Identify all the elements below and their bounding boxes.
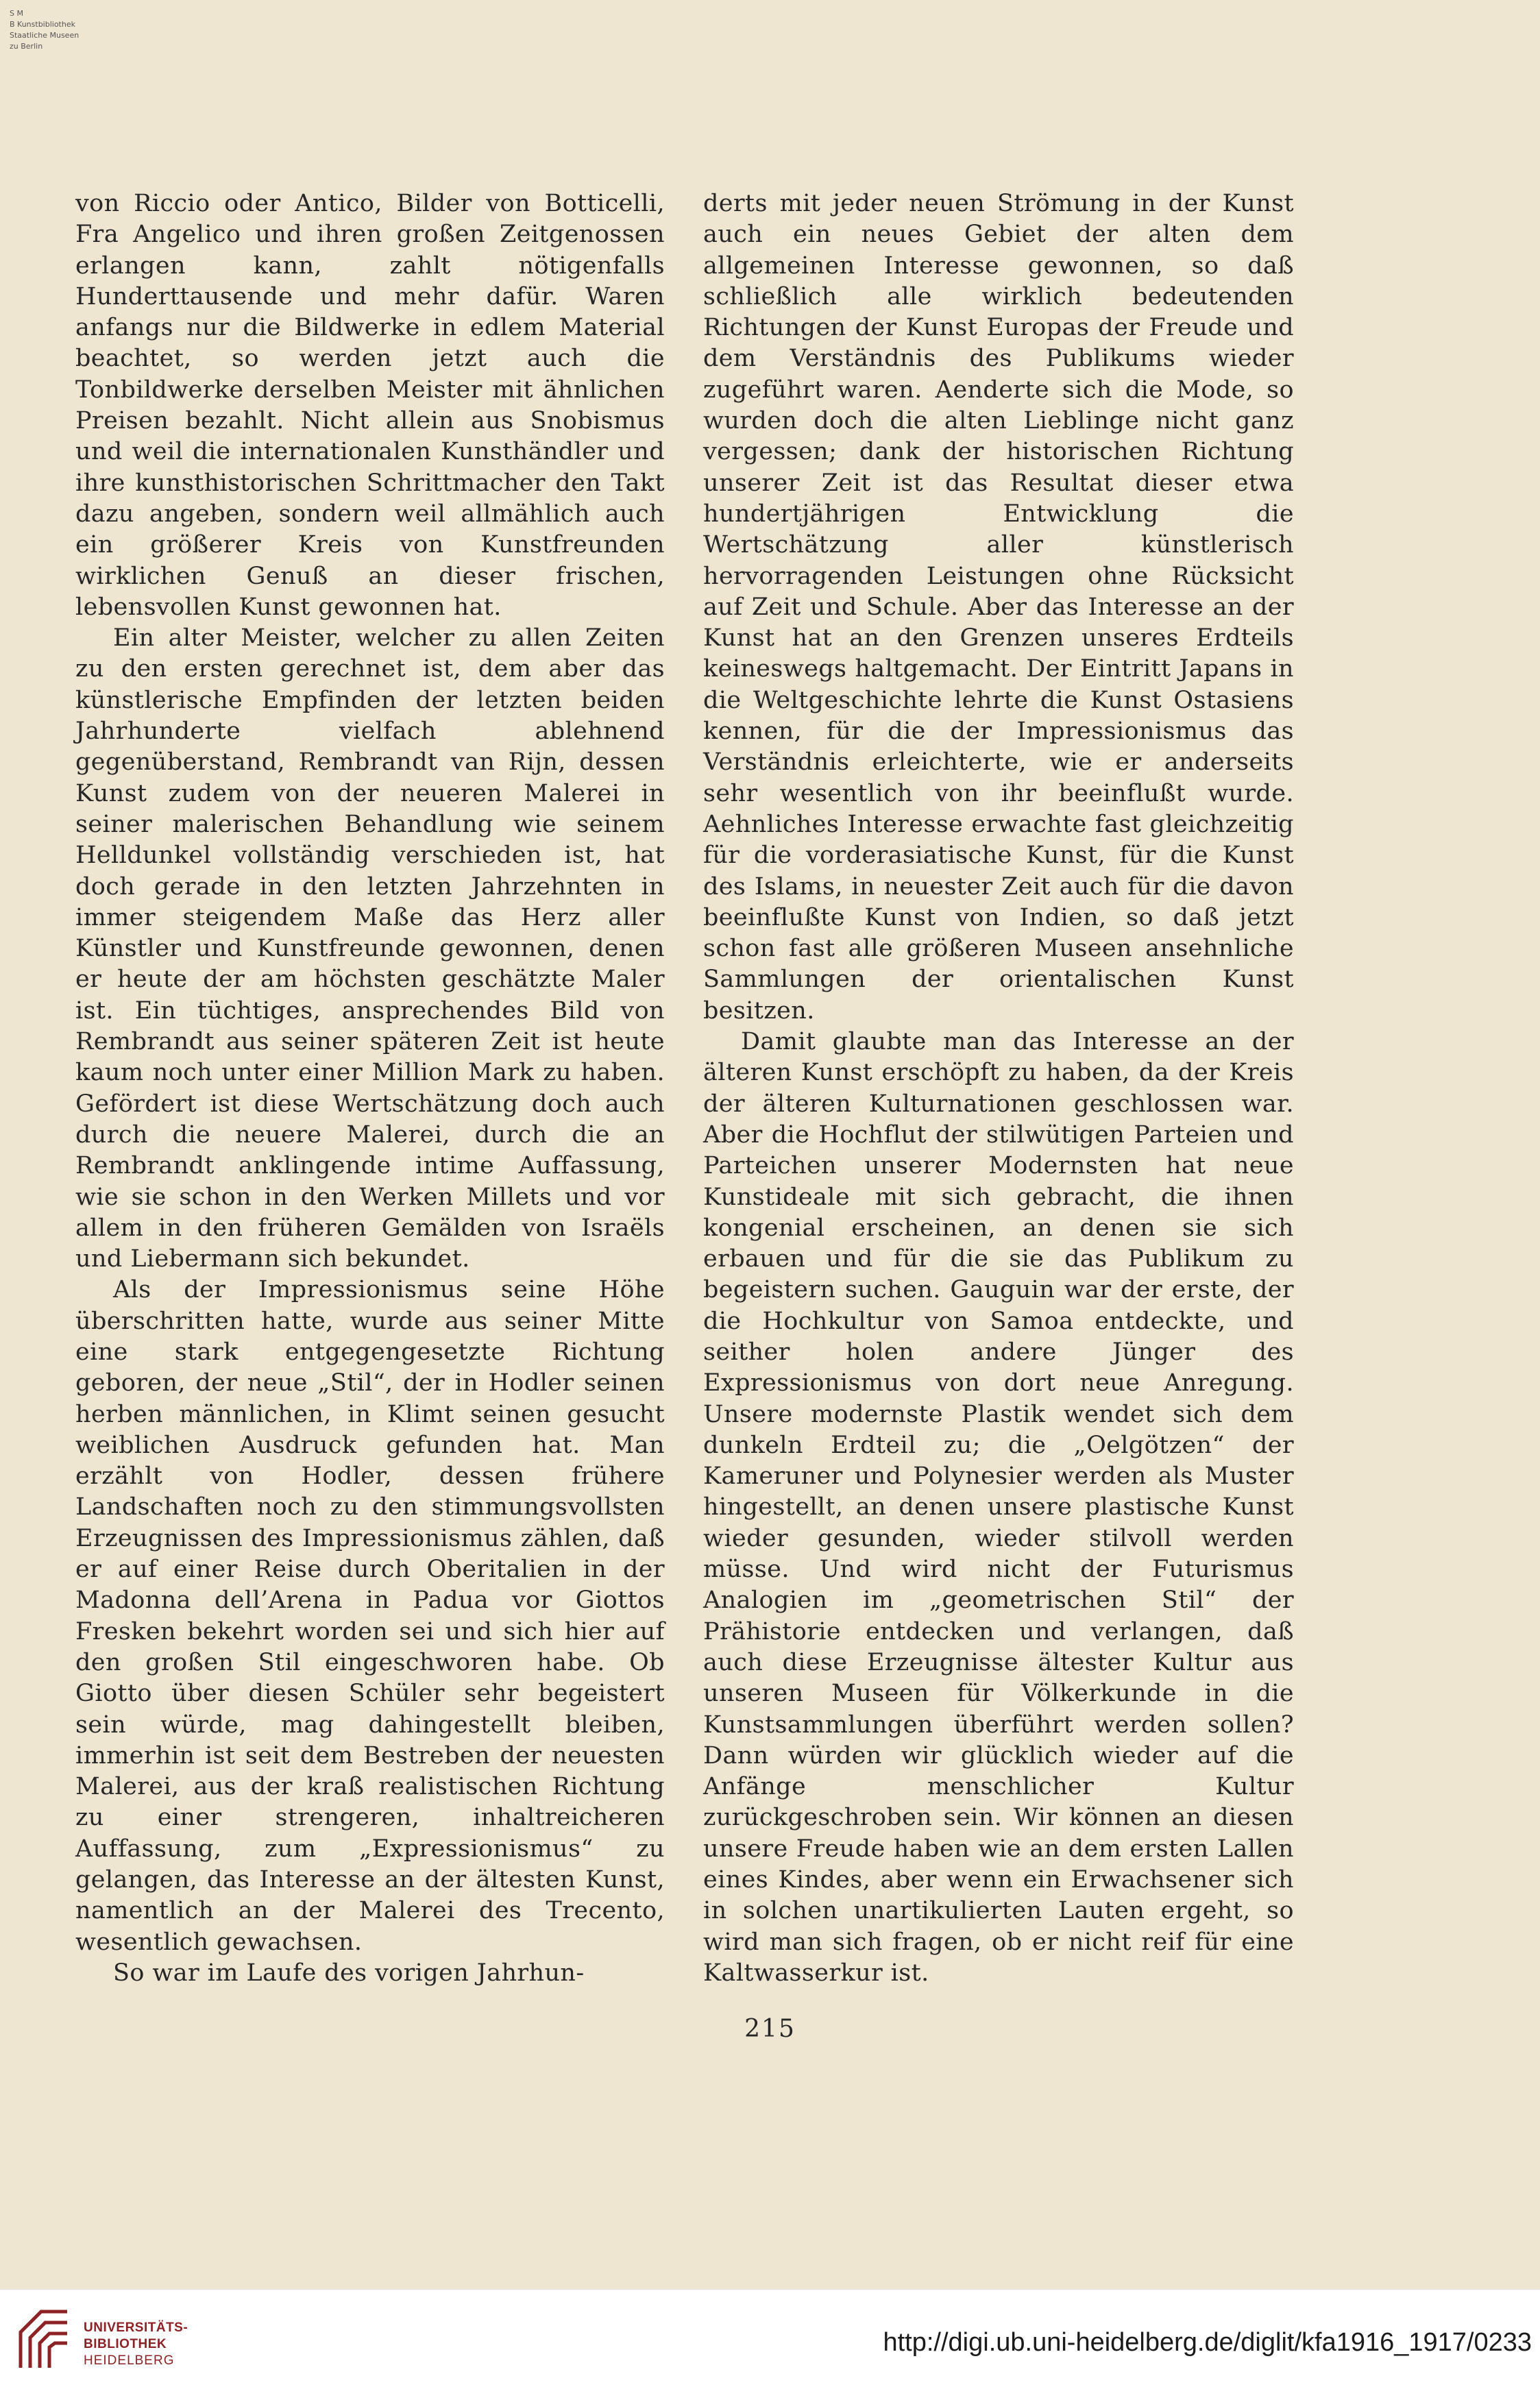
university-library-logo-icon — [14, 2305, 75, 2377]
paragraph: von Riccio oder Antico, Bilder von Botticelli, Fra Angelico und ihren großen Zeitgenossen erlangen kann, zahlt nötigenfalls Hunderttausende und mehr dafür. Waren anfangs nur die Bildwerke in edlem Material beachtet, so werden jetzt auch die Tonbildwerke derselben Meister mit ähnlichen Preisen bezahlt. Nicht allein aus Snobismus und weil die internationalen Kunsthändler und ihre kunsthistorischen Schrittmacher den Takt dazu angeben, sondern weil allmählich auch ein größerer Kreis von Kunstfreunden wirklichen Genuß an dieser frischen, lebensvollen Kunst gewonnen hat. — [75, 190, 665, 621]
paragraph: Damit glaubte man das Interesse an der älteren Kunst erschöpft zu haben, da der Kreis der älteren Kulturnationen geschlossen war. Aber die Hochflut der stilwütigen Parteien und Parteichen unserer Modernsten hat neue Kunstideale mit sich gebracht, die ihnen kongenial erscheinen, an denen sie sich erbauen und für die sie das Publikum zu begeistern suchen. Gauguin war der erste, der die Hochkultur von Samoa entdeckte, und seither holen andere Jünger des Expressionismus von dort neue Anregung. Unsere modernste Plastik wendet sich dem dunkeln Erdteil zu; die „Oelgötzen“ der Kameruner und Polynesier werden als Muster hingestellt, an denen unsere plastische Kunst wieder gesunden, wieder stilvoll werden müsse. Und wird nicht der Futurismus Analogien im „geometrischen Stil“ der Prähistorie entdecken und verlangen, daß auch diese Erzeugnisse ältester Kultur aus unseren Museen für Völkerkunde in die Kunstsammlungen überführt werden sollen? Dann würden wir glücklich wieder auf die Anfänge menschlicher Kultur zurückgeschroben sein. Wir können an diesen unsere Freude haben wie an dem ersten Lallen eines Kindes, aber wenn ein Erwachsener sich in solchen unartikulierten Lauten ergeht, so wird man sich fragen, ob er nicht reif für eine Kaltwasserkur ist. — [703, 1028, 1294, 1987]
paragraph: So war im Laufe des vorigen Jahrhun- — [113, 1959, 585, 1987]
paragraph: Ein alter Meister, welcher zu allen Zeiten zu den ersten gerechnet ist, dem aber das künstlerische Empfinden der letzten beiden Jahrhunderte vielfach ablehnend gegenüberstand, Rembrandt van Rijn, dessen Kunst zudem von der neueren Malerei in seiner malerischen Behandlung wie seinem Helldunkel vollständig verschieden ist, hat doch gerade in den letzten Jahrzehnten in immer steigendem Maße das Herz aller Künstler und Kunstfreunde gewonnen, denen er heute der am höchsten geschätzte Maler ist. Ein tüchtiges, ansprechendes Bild von Rembrandt aus seiner späteren Zeit ist heute kaum noch unter einer Million Mark zu haben. Gefördert ist diese Wertschätzung doch auch durch die neuere Malerei, durch die an Rembrandt anklingende intime Auffassung, wie sie schon in den Werken Millets und vor allem in den früheren Gemälden von Israëls und Liebermann sich bekundet. — [75, 624, 665, 1273]
footer-bar — [0, 2289, 1540, 2400]
left-column — [75, 188, 665, 1989]
document-url-link[interactable]: http://digi.ub.uni-heidelberg.de/diglit/kfa1916_1917/0233 — [883, 2328, 1532, 2357]
page-number: 215 — [744, 2015, 796, 2043]
logo-line: UNIVERSITÄTS- — [84, 2321, 188, 2335]
stamp-line: S M — [10, 9, 23, 18]
stamp-line: zu Berlin — [10, 42, 43, 51]
university-library-name — [84, 2320, 188, 2369]
library-stamp — [10, 8, 79, 52]
paragraph: derts mit jeder neuen Strömung in der Kunst auch ein neues Gebiet der alten dem allgemeinen Interesse gewonnen, so daß schließlich alle wirklich bedeutenden Richtungen der Kunst Europas der Freude und dem Verständnis des Publikums wieder zugeführt waren. Aenderte sich die Mode, so wurden doch die alten Lieblinge nicht ganz vergessen; dank der historischen Richtung unserer Zeit ist das Resultat dieser etwa hundertjährigen Entwicklung die Wertschätzung aller künstlerisch hervorragenden Leistungen ohne Rücksicht auf Zeit und Schule. Aber das Interesse an der Kunst hat an den Grenzen unseres Erdteils keineswegs haltgemacht. Der Eintritt Japans in die Weltgeschichte lehrte die Kunst Ostasiens kennen, für die der Impressionismus das Verständnis erleichterte, wie er anderseits sehr wesentlich von ihr beeinflußt wurde. Aehnliches Interesse erwachte fast gleichzeitig für die vorderasiatische Kunst, für die Kunst des Islams, in neuester Zeit auch für die davon beeinflußte Kunst von Indien, so daß jetzt schon fast alle größeren Museen ansehnliche Sammlungen der orientalischen Kunst besitzen. — [703, 190, 1294, 1025]
logo-line: BIBLIOTHEK — [84, 2337, 167, 2351]
logo-line: HEIDELBERG — [84, 2353, 175, 2368]
stamp-line: Staatliche Museen — [10, 31, 80, 40]
paragraph: Als der Impressionismus seine Höhe überschritten hatte, wurde aus seiner Mitte eine stark entgegengesetzte Richtung geboren, der neue „Stil“, der in Hodler seinen herben männlichen, in Klimt seinen gesucht weiblichen Ausdruck gefunden hat. Man erzählt von Hodler, dessen frühere Landschaften noch zu den stimmungsvollsten Erzeugnissen des Impressionismus zählen, daß er auf einer Reise durch Oberitalien in der Madonna dell’Arena in Padua vor Giottos Fresken bekehrt worden sei und sich hier auf den großen Stil eingeschworen habe. Ob Giotto über diesen Schüler sehr begeistert sein würde, mag dahingestellt bleiben, immerhin ist seit dem Bestreben der neuesten Malerei, aus der kraß realistischen Richtung zu einer strengeren, inhaltreicheren Auffassung, zum „Expressionismus“ zu gelangen, das Interesse an der ältesten Kunst, namentlich an der Malerei des Trecento, wesentlich gewachsen. — [75, 1276, 665, 1956]
stamp-line: B Kunstbibliothek — [10, 20, 75, 29]
right-column — [703, 188, 1294, 1989]
